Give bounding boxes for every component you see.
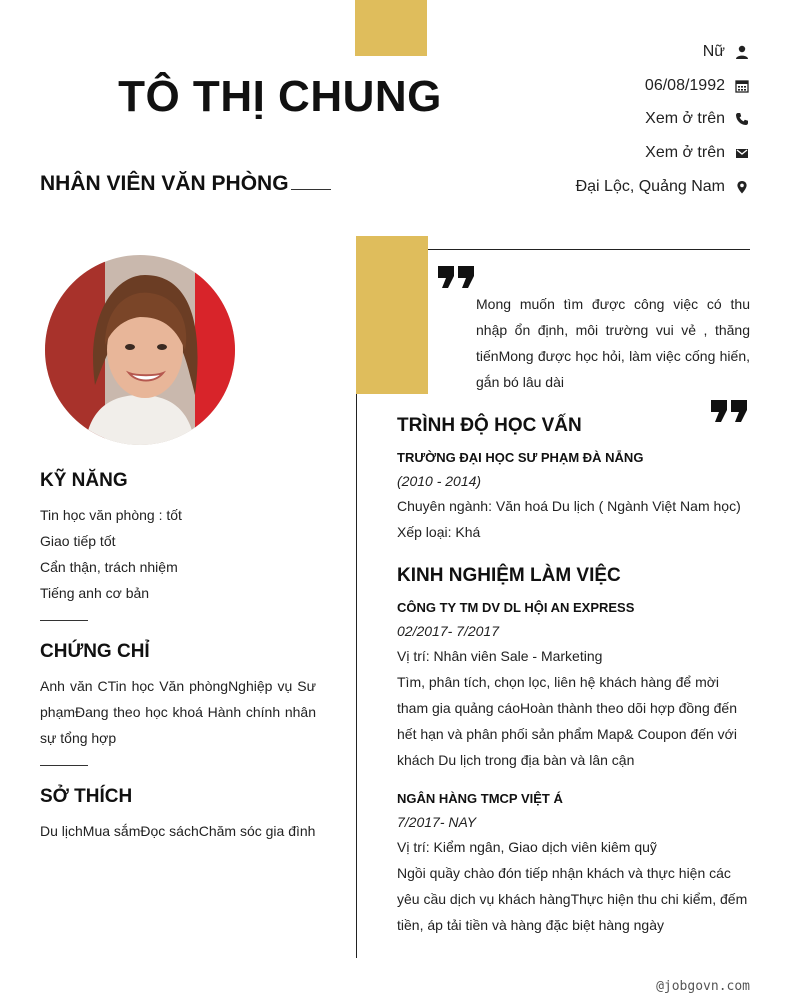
open-quote-icon [436, 264, 476, 292]
job-position: Vị trí: Nhân viên Sale - Marketing [397, 648, 603, 664]
watermark: @jobgovn.com [656, 979, 750, 994]
contact-birthday [645, 75, 750, 97]
title-underline [291, 189, 331, 190]
calendar-icon [734, 78, 750, 94]
education-heading: TRÌNH ĐỘ HỌC VẤN [397, 415, 582, 436]
contact-gender [703, 41, 750, 63]
job-period: 02/2017- 7/2017 [397, 623, 499, 639]
section-divider [40, 620, 88, 621]
phone-icon [734, 111, 750, 127]
email-text: Xem ở trên [645, 144, 725, 161]
section-divider [40, 765, 88, 766]
skills-heading: KỸ NĂNG [40, 470, 128, 491]
accent-block-quote [356, 236, 428, 394]
education-period: (2010 - 2014) [397, 473, 482, 489]
job-company: CÔNG TY TM DV DL HỘI AN EXPRESS [397, 600, 635, 615]
education-school: TRƯỜNG ĐẠI HỌC SƯ PHẠM ĐÀ NẴNG [397, 450, 644, 465]
envelope-icon [734, 145, 750, 161]
skill-item: Giao tiếp tốt [40, 533, 116, 549]
column-divider-line [356, 394, 357, 958]
accent-block-top [355, 0, 427, 56]
certificates-text: Anh văn CTin học Văn phòngNghiệp vụ Sư phạmĐang theo học khoá Hành chính nhân sự tổng hợp [40, 678, 316, 746]
contact-phone [645, 108, 750, 130]
skills-list [40, 502, 182, 606]
job-period: 7/2017- NAY [397, 814, 477, 830]
job-title: NHÂN VIÊN VĂN PHÒNG [40, 172, 289, 195]
job-company: NGÂN HÀNG TMCP VIỆT Á [397, 791, 563, 806]
contact-email [645, 142, 750, 164]
location-pin-icon [734, 179, 750, 195]
birthday-text: 06/08/1992 [644, 77, 725, 94]
job-description: Tìm, phân tích, chọn lọc, liên hệ khách hàng để mời tham gia quảng cáoHoàn thành theo dõi hợp đồng đến hết hạn và phân phối sản phẩm Map& Coupon đến với khách Du lịch trong địa bàn và lân cận [397, 674, 738, 768]
skill-item: Tin học văn phòng : tốt [40, 507, 182, 523]
hobbies-text: Du lịchMua sắmĐọc sáchChăm sóc gia đình [40, 823, 316, 839]
avatar [45, 255, 235, 445]
skill-item: Cẩn thận, trách nhiệm [40, 559, 178, 575]
certificates-heading: CHỨNG CHỈ [40, 641, 150, 662]
phone-text: Xem ở trên [645, 110, 725, 127]
career-objective: Mong muốn tìm được công việc có thu nhập ổn định, môi trường vui vẻ , thăng tiếnMong được học hỏi, làm việc cống hiến, gắn bó lâu dài [476, 296, 750, 390]
avatar-photo [45, 255, 235, 445]
address-text: Đại Lộc, Quảng Nam [575, 178, 725, 195]
contact-address [576, 176, 750, 198]
quote-divider-line [428, 249, 750, 250]
skill-item: Tiếng anh cơ bản [40, 585, 150, 601]
job-title-row [40, 172, 331, 196]
candidate-name: TÔ THỊ CHUNG [118, 72, 442, 121]
close-quote-icon [709, 398, 749, 426]
experience-heading: KINH NGHIỆM LÀM VIỆC [397, 565, 621, 586]
education-major: Chuyên ngành: Văn hoá Du lịch ( Ngành Việt Nam học) [397, 498, 741, 514]
education-grade: Xếp loại: Khá [397, 524, 481, 540]
user-icon [734, 44, 750, 60]
job-position: Vị trí: Kiểm ngân, Giao dịch viên kiêm quỹ [397, 839, 657, 855]
job-description: Ngồi quầy chào đón tiếp nhận khách và thực hiện các yêu cầu dịch vụ khách hàngThực hiện thu chi kiểm, đếm tiền, áp tải tiền và hàng đặc biệt hàng ngày [397, 865, 748, 933]
gender-text: Nữ [702, 43, 725, 60]
hobbies-heading: SỞ THÍCH [40, 786, 133, 807]
